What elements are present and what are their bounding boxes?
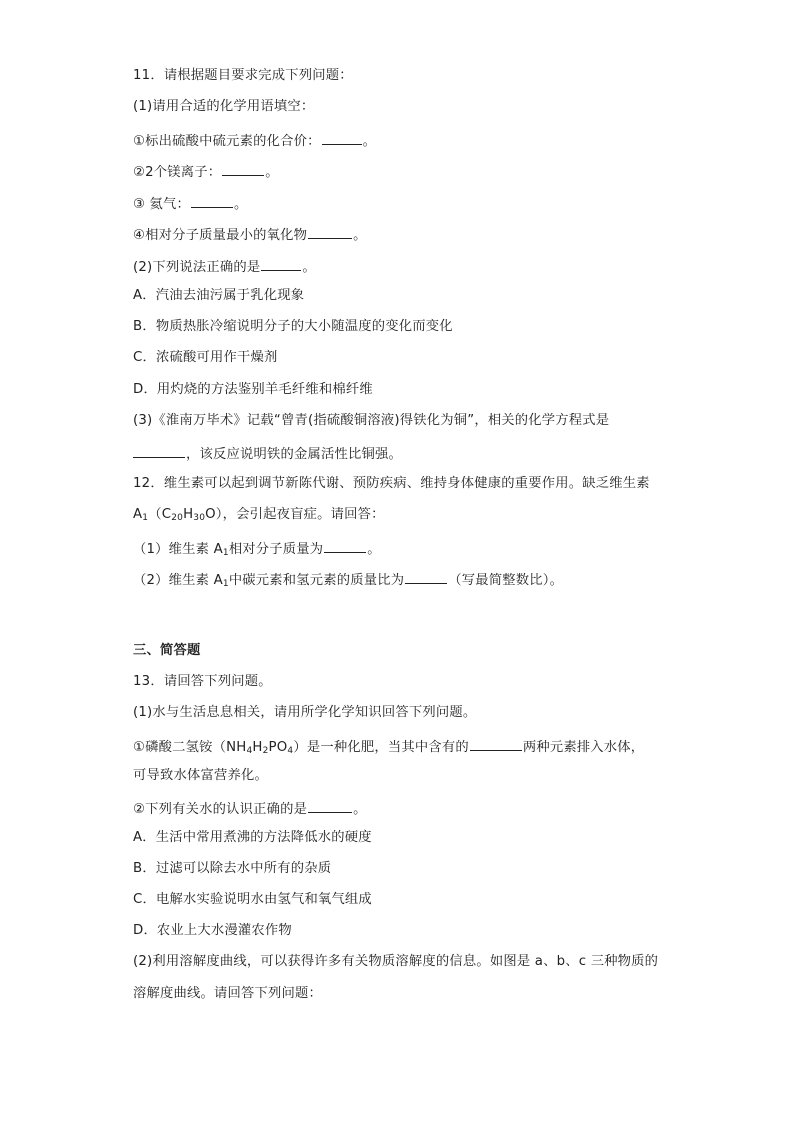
q11-part3: (3)《淮南万毕术》记载“曾青(指硫酸铜溶液)得铁化为铜”，相关的化学方程式是 bbox=[133, 413, 610, 428]
q13-item1-cont: 可导致水体富营养化。 bbox=[133, 768, 268, 783]
q13-option-c: C．电解水实验说明水由氢气和氧气组成 bbox=[133, 892, 372, 907]
answer-blank[interactable] bbox=[261, 256, 301, 271]
q11-part1: (1)请用合适的化学用语填空： bbox=[133, 99, 315, 114]
q13-title: 13．请回答下列问题。 bbox=[133, 674, 272, 689]
answer-blank[interactable] bbox=[470, 736, 522, 751]
answer-blank[interactable] bbox=[133, 443, 185, 458]
q12-sub2: （2）维生素 $A_1$中碳元素和氢元素的质量比为 （写最简整数比）。 bbox=[133, 569, 563, 593]
q11-option-b: B．物质热胀冷缩说明分子的大小随温度的变化而变化 bbox=[133, 319, 453, 334]
q11-item2: ②2个镁离子： 。 bbox=[133, 161, 279, 182]
q13-part1: (1)水与生活息息相关，请用所学化学知识回答下列问题。 bbox=[133, 705, 477, 720]
section-heading: 三、简答题 bbox=[133, 643, 201, 658]
q13-part2-cont: 溶解度曲线。请回答下列问题： bbox=[133, 986, 322, 1001]
answer-blank[interactable] bbox=[322, 130, 362, 145]
q11-part2: (2)下列说法正确的是 。 bbox=[133, 256, 316, 277]
answer-blank[interactable] bbox=[324, 538, 366, 553]
q11-option-c: C．浓硫酸可用作干燥剂 bbox=[133, 350, 278, 365]
q13-option-a: A．生活中常用煮沸的方法降低水的硬度 bbox=[133, 830, 372, 845]
q11-option-a: A．汽油去油污属于乳化现象 bbox=[133, 288, 305, 303]
q11-item3: ③ 氦气： 。 bbox=[133, 193, 248, 214]
q11-item1: ①标出硫酸中硫元素的化合价： 。 bbox=[133, 130, 376, 151]
q12-sub1: （1）维生素 $A_1$相对分子质量为 。 bbox=[133, 538, 381, 562]
q11-title: 11．请根据题目要求完成下列问题： bbox=[133, 68, 353, 83]
q12-formula-line: $A_1(C_{20}H_{30}O)$，会引起夜盲症。请回答： bbox=[133, 507, 385, 523]
q11-part3-cont: ，该反应说明铁的金属活性比铜强。 bbox=[133, 443, 402, 464]
q13-item1: ①磷酸二氢铵$(NH_4H_2PO_4)$是一种化肥，当其中含有的 两种元素排入水体， bbox=[133, 736, 644, 760]
answer-blank[interactable] bbox=[308, 224, 352, 239]
answer-blank[interactable] bbox=[191, 193, 233, 208]
q12-title: 12．维生素可以起到调节新陈代谢、预防疾病、维持身体健康的重要作用。缺乏维生素 bbox=[133, 476, 650, 491]
answer-blank[interactable] bbox=[308, 798, 352, 813]
answer-blank[interactable] bbox=[405, 569, 447, 584]
q11-item4: ④相对分子质量最小的氧化物 。 bbox=[133, 224, 367, 245]
q13-part2: (2)利用溶解度曲线，可以获得许多有关物质溶解度的信息。如图是 a、b、c 三种物质的 bbox=[133, 954, 659, 969]
answer-blank[interactable] bbox=[222, 161, 264, 176]
q13-option-b: B．过滤可以除去水中所有的杂质 bbox=[133, 861, 332, 876]
q11-option-d: D．用灼烧的方法鉴别羊毛纤维和棉纤维 bbox=[133, 382, 373, 397]
q13-option-d: D．农业上大水漫灌农作物 bbox=[133, 923, 292, 938]
q13-item2: ②下列有关水的认识正确的是 。 bbox=[133, 798, 367, 819]
